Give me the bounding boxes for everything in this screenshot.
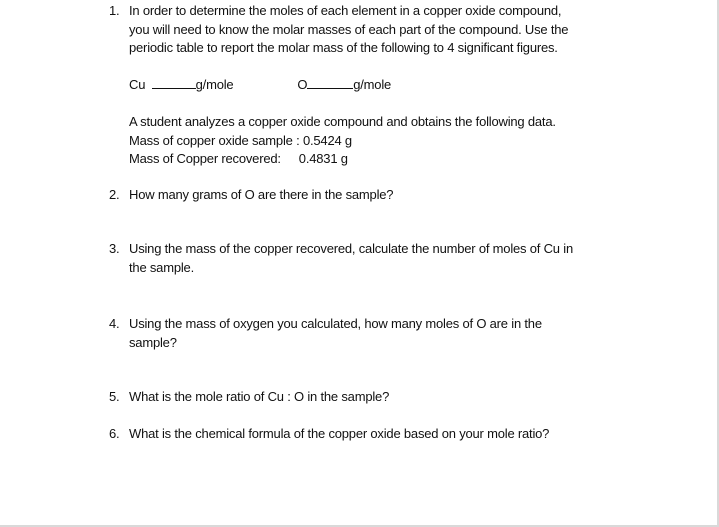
o-label: O [297,77,308,92]
question-number: 5. [109,389,120,404]
question-number: 3. [109,241,120,256]
question-line: you will need to know the molar masses of each part of the compound. Use the [129,21,569,37]
question-line: What is the mole ratio of Cu : O in the sample? [129,389,390,404]
question-6 [109,425,649,444]
student-data-intro: A student analyzes a copper oxide compound and obtains the following data. [129,114,556,129]
question-line: What is the chemical formula of the copper oxide based on your mole ratio? [129,426,550,441]
question-3 [109,240,649,277]
question-2 [109,186,649,205]
question-number: 2. [109,187,120,202]
cu-unit: g/mole [195,77,234,92]
student-data [129,113,556,169]
question-text [129,315,649,352]
sample-mass-value: 0.5424 g [302,132,352,148]
recovered-mass-value: 0.4831 g [298,151,348,166]
o-unit: g/mole [353,77,392,92]
cu-answer-blank[interactable] [152,76,196,89]
question-line: periodic table to report the molar mass of the following to 4 significant figures. [129,40,558,55]
question-number: 6. [109,426,120,441]
question-text [129,240,649,277]
recovered-mass-label: Mass of Copper recovered: [129,151,281,166]
question-line: How many grams of O are there in the sample? [129,187,394,202]
question-line: the sample. [129,259,195,275]
question-4 [109,315,649,352]
question-line: Using the mass of oxygen you calculated, how many moles of O are in the [129,316,542,331]
sample-mass-label: Mass of copper oxide sample : [129,132,300,148]
question-line: Using the mass of the copper recovered, calculate the number of moles of Cu in [129,241,573,256]
recovered-mass-row [129,150,556,169]
question-number: 1. [109,3,120,18]
cu-label: Cu [129,77,146,92]
molar-mass-blanks [129,76,529,94]
question-5 [109,388,649,407]
question-text [129,388,649,407]
question-text [129,425,649,444]
question-line: sample? [129,334,177,350]
question-line: In order to determine the moles of each element in a copper oxide compound, [129,3,562,18]
question-text [129,186,649,205]
question-text [129,2,649,58]
question-1 [109,2,649,58]
sample-mass-row [129,132,556,151]
question-number: 4. [109,316,120,331]
o-answer-blank[interactable] [307,76,353,89]
